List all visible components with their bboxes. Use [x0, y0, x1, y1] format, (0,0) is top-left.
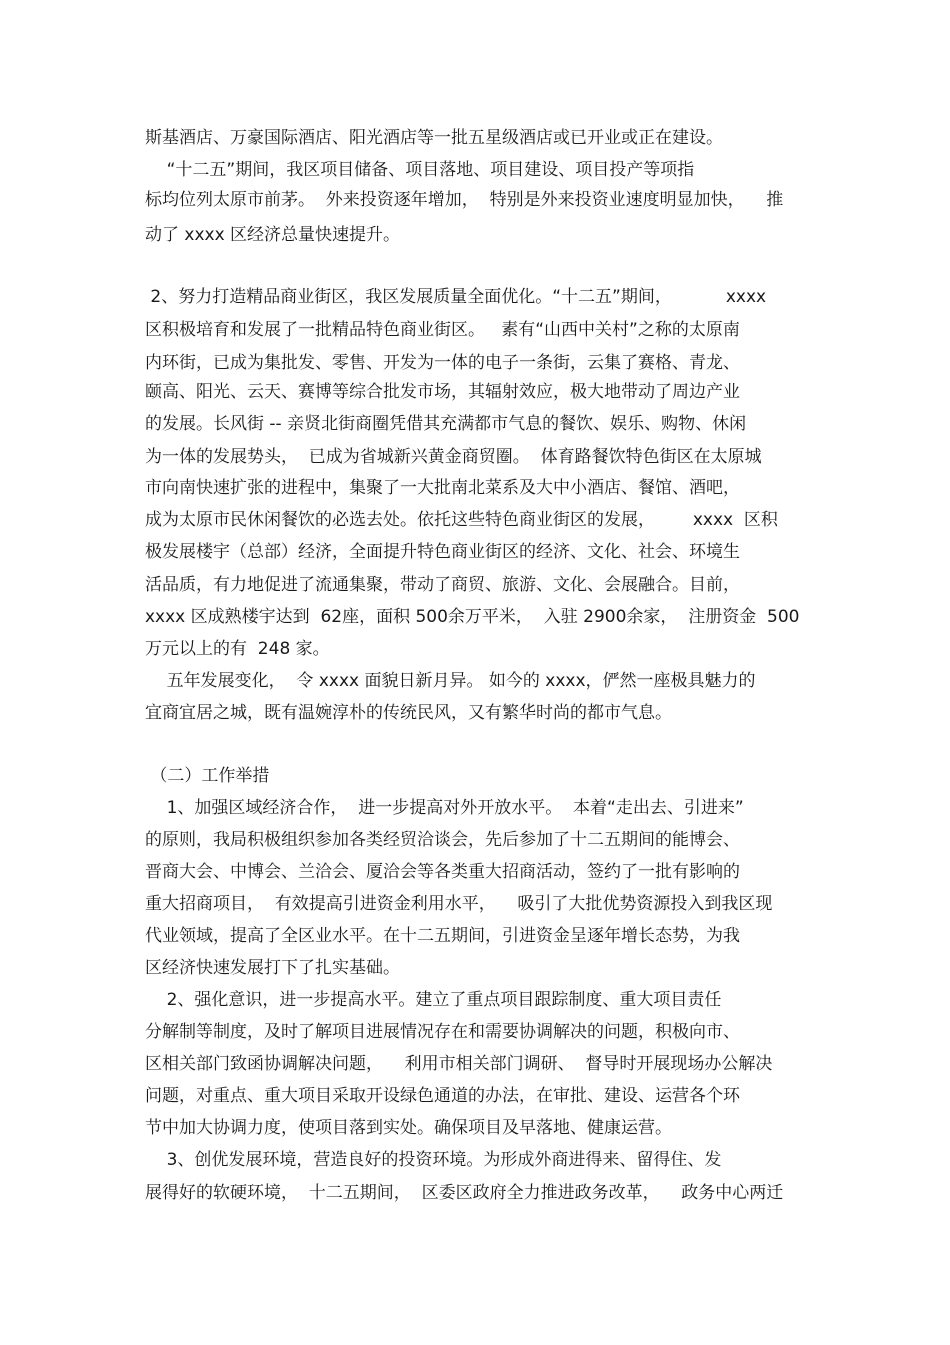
text-line: 极发展楼宇（总部）经济，全面提升特色商业街区的经济、文化、社会、环境生	[145, 542, 740, 562]
text-line: 斯基酒店、万豪国际酒店、阳光酒店等一批五星级酒店或已开业或正在建设。	[145, 128, 723, 148]
text-line: 代业领域，提高了全区业水平。在十二五期间，引进资金呈逐年增长态势，为我	[145, 926, 740, 946]
text-line: 成为太原市民休闲餐饮的必选去处。依托这些特色商业街区的发展， xxxx 区积	[145, 510, 778, 530]
text-line: xxxx 区成熟楼宇达到 62座，面积 500余万平米， 入驻 2900余家， 注册资金 500	[145, 607, 800, 627]
text-line: 晋商大会、中博会、兰洽会、厦洽会等各类重大招商活动，签约了一批有影响的	[145, 862, 740, 882]
text-line: 活品质，有力地促进了流通集聚，带动了商贸、旅游、文化、会展融合。目前，	[145, 575, 740, 595]
text-line: 2、强化意识，进一步提高水平。建立了重点项目跟踪制度、重大项目责任	[145, 990, 722, 1010]
section-heading: （二）工作举措	[145, 766, 270, 786]
text-line: 为一体的发展势头， 已成为省城新兴黄金商贸圈。 体育路餐饮特色街区在太原城	[145, 447, 762, 467]
text-line: 五年发展变化， 令 xxxx 面貌日新月异。 如今的 xxxx，俨然一座极具魅力的	[145, 671, 756, 691]
text-line: 的发展。长风街 -- 亲贤北街商圈凭借其充满都市气息的餐饮、娱乐、购物、休闲	[145, 414, 747, 434]
text-line: 分解制等制度，及时了解项目进展情况存在和需要协调解决的问题，积极向市、	[145, 1022, 740, 1042]
text-line: 内环街，已成为集批发、零售、开发为一体的电子一条街，云集了赛格、青龙、	[145, 353, 740, 373]
text-line: “十二五”期间，我区项目储备、项目落地、项目建设、项目投产等项指	[145, 160, 695, 180]
text-line: 颐高、阳光、云天、赛博等综合批发市场，其辐射效应，极大地带动了周边产业	[145, 382, 740, 402]
text-line: 区积极培育和发展了一批精品特色商业街区。 素有“山西中关村”之称的太原南	[145, 320, 740, 340]
text-line: 标均位列太原市前茅。 外来投资逐年增加， 特别是外来投资业速度明显加快， 推	[145, 190, 784, 210]
text-line: 展得好的软硬环境， 十二五期间， 区委区政府全力推进政务改革， 政务中心两迁	[145, 1183, 784, 1203]
text-line: 1、加强区域经济合作， 进一步提高对外开放水平。 本着“走出去、引进来”	[145, 798, 744, 818]
text-line: 万元以上的有 248 家。	[145, 639, 330, 659]
text-line: 2、努力打造精品商业街区，我区发展质量全面优化。“十二五”期间， xxxx	[145, 287, 767, 307]
text-line: 的原则，我局积极组织参加各类经贸洽谈会，先后参加了十二五期间的能博会、	[145, 830, 740, 850]
text-line: 问题，对重点、重大项目采取开设绿色通道的办法，在审批、建设、运营各个环	[145, 1086, 740, 1106]
text-line: 3、创优发展环境，营造良好的投资环境。为形成外商进得来、留得住、发	[145, 1150, 722, 1170]
text-line: 重大招商项目， 有效提高引进资金利用水平， 吸引了大批优势资源投入到我区现	[145, 894, 773, 914]
text-line: 动了 xxxx 区经济总量快速提升。	[145, 225, 401, 245]
text-line: 区相关部门致函协调解决问题， 利用市相关部门调研、 督导时开展现场办公解决	[145, 1054, 773, 1074]
text-line: 节中加大协调力度，使项目落到实处。确保项目及早落地、健康运营。	[145, 1118, 672, 1138]
text-line: 区经济快速发展打下了扎实基础。	[145, 958, 400, 978]
text-line: 市向南快速扩张的进程中，集聚了一大批南北菜系及大中小酒店、餐馆、酒吧，	[145, 478, 740, 498]
text-line: 宜商宜居之城，既有温婉淳朴的传统民风，又有繁华时尚的都市气息。	[145, 703, 672, 723]
